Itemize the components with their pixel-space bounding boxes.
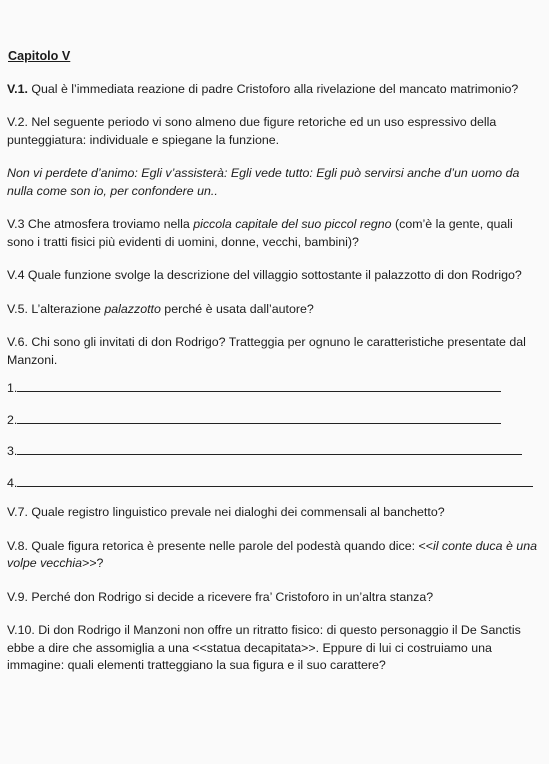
answer-line-4-rule xyxy=(17,475,533,487)
question-v3-text-start: V.3 Che atmosfera troviamo nella xyxy=(7,217,194,231)
chapter-title: Capitolo V xyxy=(8,49,71,63)
quoted-passage: Non vi perdete d’animo: Egli v’assisterà: Egli vede tutto: Egli può servirsi anche d’un uomo da nulla come son io, per confondere un.. xyxy=(7,166,520,198)
question-v3-italic: piccola capitale del suo piccol regno xyxy=(193,217,392,231)
question-v7: V.7. Quale registro linguistico prevale nei dialoghi dei commensali al banchetto? xyxy=(7,505,445,519)
question-v3-text-end: (com’è la gente, quali sono i tratti fisici più evidenti di uomini, donne, vecchi, bambini)? xyxy=(7,217,513,249)
question-v1 xyxy=(7,81,543,99)
answer-line-3-rule xyxy=(17,443,522,455)
question-v5-text-end: perché è usata dall’autore? xyxy=(160,301,314,316)
question-v5-text-start: V.5. L’alterazione xyxy=(7,301,105,316)
worksheet xyxy=(7,48,543,691)
question-v1-text: Qual è l’immediata reazione di padre Cristoforo alla rivelazione del mancato matrimonio? xyxy=(27,81,519,96)
answer-line-1-number: 1. xyxy=(7,381,18,395)
question-v10: V.10. Di don Rodrigo il Manzoni non offre un ritratto fisico: di questo personaggio il De Sanctis ebbe a dire che assomiglia a una <<statua decapitata>>. Eppure di lui ci costruiamo una immagine: quali elementi tratteggiano la sua figura e il suo carattere? xyxy=(7,623,521,672)
question-v1-number: V.1. xyxy=(7,81,28,96)
question-v8-text-end: >>? xyxy=(82,556,104,570)
answer-line-2-rule xyxy=(17,412,501,424)
answer-line-3[interactable] xyxy=(7,443,543,461)
question-v2: V.2. Nel seguente periodo vi sono almeno due figure retoriche ed un uso espressivo della punteggiatura: individuale e spiegane la funzione. xyxy=(7,115,497,147)
question-v5-italic: palazzotto xyxy=(104,301,161,316)
question-v9: V.9. Perché don Rodrigo si decide a ricevere fra’ Cristoforo in un’altra stanza? xyxy=(7,589,434,604)
question-v6: V.6. Chi sono gli invitati di don Rodrigo? Tratteggia per ognuno le caratteristiche presentate dal Manzoni. xyxy=(7,335,526,367)
question-v8-text-start: V.8. Quale figura retorica è presente nelle parole del podestà quando dice: << xyxy=(7,538,433,553)
question-v8 xyxy=(7,538,543,573)
question-v5 xyxy=(7,301,543,319)
answer-line-1[interactable] xyxy=(7,380,543,398)
question-v3 xyxy=(7,216,543,251)
answer-line-2-number: 2. xyxy=(7,412,18,427)
question-v8-italic: il conte duca è una volpe vecchia xyxy=(7,538,537,570)
answer-line-4[interactable] xyxy=(7,475,543,493)
answer-line-2[interactable] xyxy=(7,412,543,430)
answer-line-3-number: 3. xyxy=(7,444,18,458)
question-v4: V.4 Quale funzione svolge la descrizione del villaggio sottostante il palazzotto di don Rodrigo? xyxy=(7,268,522,282)
answer-line-1-rule xyxy=(17,380,501,392)
answer-line-4-number: 4. xyxy=(7,475,18,490)
